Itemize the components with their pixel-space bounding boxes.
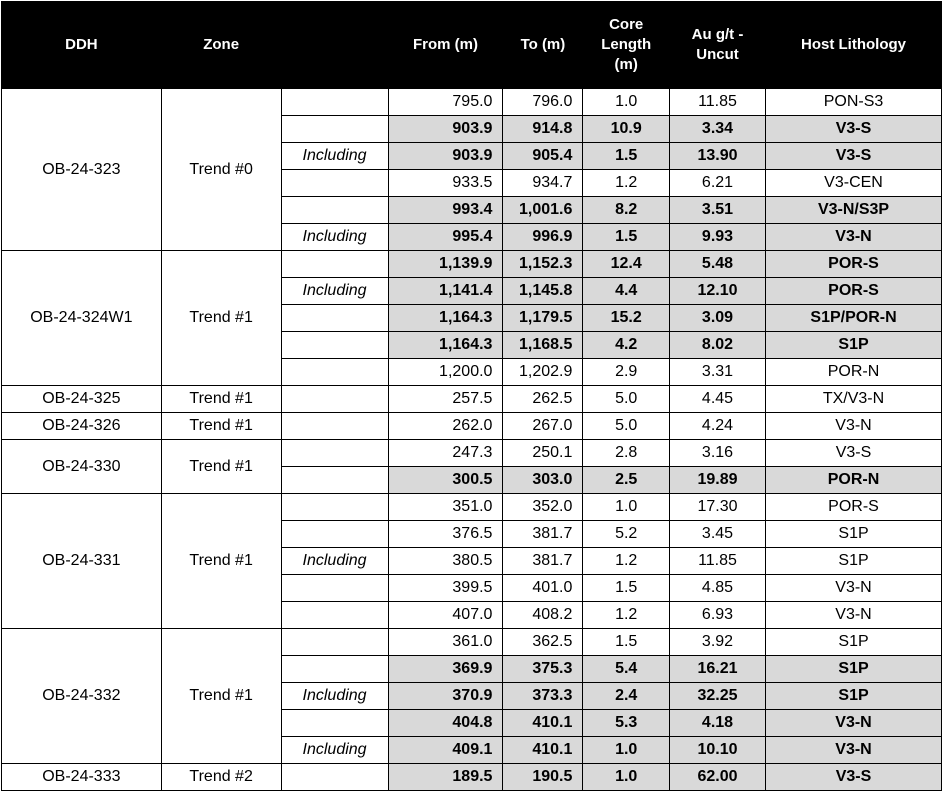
table-row bbox=[2, 764, 942, 791]
au-grade-cell: 4.85 bbox=[669, 575, 765, 602]
au-grade-cell: 5.48 bbox=[669, 251, 765, 278]
core-length-cell: 5.4 bbox=[583, 656, 670, 683]
from-cell: 257.5 bbox=[388, 386, 503, 413]
including-label-cell bbox=[281, 332, 388, 359]
from-cell: 380.5 bbox=[388, 548, 503, 575]
to-cell: 408.2 bbox=[503, 602, 583, 629]
table-row bbox=[2, 413, 942, 440]
from-cell: 1,164.3 bbox=[388, 332, 503, 359]
host-lithology-cell: S1P bbox=[766, 332, 942, 359]
core-length-cell: 1.2 bbox=[583, 170, 670, 197]
table-row bbox=[2, 89, 942, 116]
table-row bbox=[2, 386, 942, 413]
to-cell: 401.0 bbox=[503, 575, 583, 602]
host-lithology-cell: V3-N bbox=[766, 413, 942, 440]
including-label-cell: Including bbox=[281, 143, 388, 170]
au-grade-cell: 13.90 bbox=[669, 143, 765, 170]
from-cell: 933.5 bbox=[388, 170, 503, 197]
au-grade-cell: 10.10 bbox=[669, 737, 765, 764]
from-cell: 409.1 bbox=[388, 737, 503, 764]
to-cell: 796.0 bbox=[503, 89, 583, 116]
core-length-cell: 8.2 bbox=[583, 197, 670, 224]
core-length-cell: 5.2 bbox=[583, 521, 670, 548]
au-grade-cell: 6.21 bbox=[669, 170, 765, 197]
to-cell: 267.0 bbox=[503, 413, 583, 440]
host-lithology-cell: POR-N bbox=[766, 359, 942, 386]
to-cell: 381.7 bbox=[503, 521, 583, 548]
au-grade-cell: 11.85 bbox=[669, 548, 765, 575]
to-cell: 375.3 bbox=[503, 656, 583, 683]
host-lithology-cell: S1P/POR-N bbox=[766, 305, 942, 332]
host-lithology-cell: V3-S bbox=[766, 116, 942, 143]
au-grade-cell: 6.93 bbox=[669, 602, 765, 629]
to-cell: 362.5 bbox=[503, 629, 583, 656]
to-cell: 1,145.8 bbox=[503, 278, 583, 305]
au-grade-cell: 3.31 bbox=[669, 359, 765, 386]
core-length-cell: 1.5 bbox=[583, 629, 670, 656]
from-cell: 993.4 bbox=[388, 197, 503, 224]
host-lithology-cell: S1P bbox=[766, 656, 942, 683]
including-label-cell: Including bbox=[281, 548, 388, 575]
table-row bbox=[2, 440, 942, 467]
core-length-cell: 1.0 bbox=[583, 737, 670, 764]
au-grade-cell: 3.51 bbox=[669, 197, 765, 224]
ddh-cell: OB-24-332 bbox=[2, 629, 162, 764]
header-core-line2: Length bbox=[601, 36, 652, 53]
host-lithology-cell: TX/V3-N bbox=[766, 386, 942, 413]
including-label-cell bbox=[281, 764, 388, 791]
including-label-cell bbox=[281, 251, 388, 278]
header-au-line2: Uncut bbox=[696, 46, 739, 63]
au-grade-cell: 17.30 bbox=[669, 494, 765, 521]
from-cell: 376.5 bbox=[388, 521, 503, 548]
core-length-cell: 5.0 bbox=[583, 413, 670, 440]
including-label-cell bbox=[281, 116, 388, 143]
from-cell: 1,139.9 bbox=[388, 251, 503, 278]
from-cell: 795.0 bbox=[388, 89, 503, 116]
host-lithology-cell: V3-N bbox=[766, 602, 942, 629]
header-au-line1: Au g/t - bbox=[691, 26, 744, 43]
from-cell: 247.3 bbox=[388, 440, 503, 467]
host-lithology-cell: V3-N bbox=[766, 575, 942, 602]
host-lithology-cell: S1P bbox=[766, 629, 942, 656]
from-cell: 351.0 bbox=[388, 494, 503, 521]
including-label-cell: Including bbox=[281, 224, 388, 251]
zone-cell: Trend #1 bbox=[161, 251, 281, 386]
host-lithology-cell: S1P bbox=[766, 548, 942, 575]
from-cell: 370.9 bbox=[388, 683, 503, 710]
header-ddh: DDH bbox=[2, 2, 162, 89]
including-label-cell bbox=[281, 494, 388, 521]
ddh-cell: OB-24-325 bbox=[2, 386, 162, 413]
host-lithology-cell: S1P bbox=[766, 683, 942, 710]
table-row bbox=[2, 251, 942, 278]
zone-cell: Trend #1 bbox=[161, 629, 281, 764]
host-lithology-cell: POR-N bbox=[766, 467, 942, 494]
table-body bbox=[2, 89, 942, 791]
from-cell: 995.4 bbox=[388, 224, 503, 251]
au-grade-cell: 9.93 bbox=[669, 224, 765, 251]
core-length-cell: 1.0 bbox=[583, 764, 670, 791]
from-cell: 300.5 bbox=[388, 467, 503, 494]
ddh-cell: OB-24-326 bbox=[2, 413, 162, 440]
including-label-cell bbox=[281, 467, 388, 494]
au-grade-cell: 32.25 bbox=[669, 683, 765, 710]
to-cell: 1,168.5 bbox=[503, 332, 583, 359]
core-length-cell: 1.0 bbox=[583, 89, 670, 116]
including-label-cell bbox=[281, 413, 388, 440]
core-length-cell: 2.4 bbox=[583, 683, 670, 710]
from-cell: 1,164.3 bbox=[388, 305, 503, 332]
to-cell: 996.9 bbox=[503, 224, 583, 251]
from-cell: 407.0 bbox=[388, 602, 503, 629]
to-cell: 190.5 bbox=[503, 764, 583, 791]
au-grade-cell: 3.34 bbox=[669, 116, 765, 143]
host-lithology-cell: V3-S bbox=[766, 440, 942, 467]
header-to: To (m) bbox=[503, 2, 583, 89]
host-lithology-cell: V3-CEN bbox=[766, 170, 942, 197]
au-grade-cell: 4.45 bbox=[669, 386, 765, 413]
header-note bbox=[281, 2, 388, 89]
including-label-cell bbox=[281, 710, 388, 737]
drill-results-table bbox=[1, 1, 942, 791]
zone-cell: Trend #1 bbox=[161, 386, 281, 413]
core-length-cell: 4.2 bbox=[583, 332, 670, 359]
to-cell: 1,202.9 bbox=[503, 359, 583, 386]
ddh-cell: OB-24-323 bbox=[2, 89, 162, 251]
including-label-cell bbox=[281, 656, 388, 683]
including-label-cell bbox=[281, 440, 388, 467]
zone-cell: Trend #1 bbox=[161, 494, 281, 629]
host-lithology-cell: POR-S bbox=[766, 278, 942, 305]
au-grade-cell: 3.09 bbox=[669, 305, 765, 332]
host-lithology-cell: V3-S bbox=[766, 143, 942, 170]
header-zone: Zone bbox=[161, 2, 281, 89]
host-lithology-cell: PON-S3 bbox=[766, 89, 942, 116]
to-cell: 250.1 bbox=[503, 440, 583, 467]
core-length-cell: 1.5 bbox=[583, 575, 670, 602]
including-label-cell: Including bbox=[281, 278, 388, 305]
to-cell: 373.3 bbox=[503, 683, 583, 710]
au-grade-cell: 4.18 bbox=[669, 710, 765, 737]
au-grade-cell: 3.16 bbox=[669, 440, 765, 467]
au-grade-cell: 11.85 bbox=[669, 89, 765, 116]
core-length-cell: 10.9 bbox=[583, 116, 670, 143]
from-cell: 369.9 bbox=[388, 656, 503, 683]
core-length-cell: 1.2 bbox=[583, 548, 670, 575]
core-length-cell: 2.9 bbox=[583, 359, 670, 386]
to-cell: 1,001.6 bbox=[503, 197, 583, 224]
to-cell: 905.4 bbox=[503, 143, 583, 170]
including-label-cell bbox=[281, 602, 388, 629]
host-lithology-cell: V3-N bbox=[766, 224, 942, 251]
header-from: From (m) bbox=[388, 2, 503, 89]
to-cell: 262.5 bbox=[503, 386, 583, 413]
including-label-cell bbox=[281, 359, 388, 386]
zone-cell: Trend #1 bbox=[161, 413, 281, 440]
host-lithology-cell: POR-S bbox=[766, 494, 942, 521]
core-length-cell: 15.2 bbox=[583, 305, 670, 332]
including-label-cell: Including bbox=[281, 683, 388, 710]
core-length-cell: 1.5 bbox=[583, 224, 670, 251]
from-cell: 404.8 bbox=[388, 710, 503, 737]
to-cell: 352.0 bbox=[503, 494, 583, 521]
core-length-cell: 12.4 bbox=[583, 251, 670, 278]
to-cell: 1,179.5 bbox=[503, 305, 583, 332]
header-host-lithology: Host Lithology bbox=[766, 2, 942, 89]
table-row bbox=[2, 494, 942, 521]
to-cell: 914.8 bbox=[503, 116, 583, 143]
to-cell: 410.1 bbox=[503, 710, 583, 737]
ddh-cell: OB-24-333 bbox=[2, 764, 162, 791]
au-grade-cell: 16.21 bbox=[669, 656, 765, 683]
from-cell: 189.5 bbox=[388, 764, 503, 791]
zone-cell: Trend #1 bbox=[161, 440, 281, 494]
from-cell: 262.0 bbox=[388, 413, 503, 440]
au-grade-cell: 3.92 bbox=[669, 629, 765, 656]
zone-cell: Trend #0 bbox=[161, 89, 281, 251]
including-label-cell bbox=[281, 521, 388, 548]
header-core-line1: Core bbox=[609, 16, 644, 33]
host-lithology-cell: POR-S bbox=[766, 251, 942, 278]
au-grade-cell: 4.24 bbox=[669, 413, 765, 440]
zone-cell: Trend #2 bbox=[161, 764, 281, 791]
ddh-cell: OB-24-330 bbox=[2, 440, 162, 494]
core-length-cell: 1.2 bbox=[583, 602, 670, 629]
host-lithology-cell: V3-N bbox=[766, 737, 942, 764]
core-length-cell: 1.0 bbox=[583, 494, 670, 521]
au-grade-cell: 62.00 bbox=[669, 764, 765, 791]
host-lithology-cell: V3-N bbox=[766, 710, 942, 737]
table-row bbox=[2, 629, 942, 656]
au-grade-cell: 12.10 bbox=[669, 278, 765, 305]
core-length-cell: 5.3 bbox=[583, 710, 670, 737]
including-label-cell bbox=[281, 629, 388, 656]
from-cell: 903.9 bbox=[388, 116, 503, 143]
host-lithology-cell: S1P bbox=[766, 521, 942, 548]
core-length-cell: 2.8 bbox=[583, 440, 670, 467]
from-cell: 399.5 bbox=[388, 575, 503, 602]
to-cell: 410.1 bbox=[503, 737, 583, 764]
including-label-cell bbox=[281, 170, 388, 197]
ddh-cell: OB-24-331 bbox=[2, 494, 162, 629]
including-label-cell bbox=[281, 305, 388, 332]
from-cell: 903.9 bbox=[388, 143, 503, 170]
au-grade-cell: 8.02 bbox=[669, 332, 765, 359]
ddh-cell: OB-24-324W1 bbox=[2, 251, 162, 386]
from-cell: 1,141.4 bbox=[388, 278, 503, 305]
to-cell: 381.7 bbox=[503, 548, 583, 575]
host-lithology-cell: V3-S bbox=[766, 764, 942, 791]
to-cell: 303.0 bbox=[503, 467, 583, 494]
core-length-cell: 1.5 bbox=[583, 143, 670, 170]
including-label-cell bbox=[281, 89, 388, 116]
core-length-cell: 4.4 bbox=[583, 278, 670, 305]
au-grade-cell: 3.45 bbox=[669, 521, 765, 548]
core-length-cell: 5.0 bbox=[583, 386, 670, 413]
au-grade-cell: 19.89 bbox=[669, 467, 765, 494]
header-core-length bbox=[583, 2, 670, 89]
to-cell: 934.7 bbox=[503, 170, 583, 197]
including-label-cell bbox=[281, 575, 388, 602]
host-lithology-cell: V3-N/S3P bbox=[766, 197, 942, 224]
to-cell: 1,152.3 bbox=[503, 251, 583, 278]
from-cell: 361.0 bbox=[388, 629, 503, 656]
from-cell: 1,200.0 bbox=[388, 359, 503, 386]
header-core-line3: (m) bbox=[614, 56, 638, 73]
header-au-grade bbox=[669, 2, 765, 89]
core-length-cell: 2.5 bbox=[583, 467, 670, 494]
including-label-cell bbox=[281, 197, 388, 224]
header-row bbox=[2, 2, 942, 89]
including-label-cell: Including bbox=[281, 737, 388, 764]
including-label-cell bbox=[281, 386, 388, 413]
